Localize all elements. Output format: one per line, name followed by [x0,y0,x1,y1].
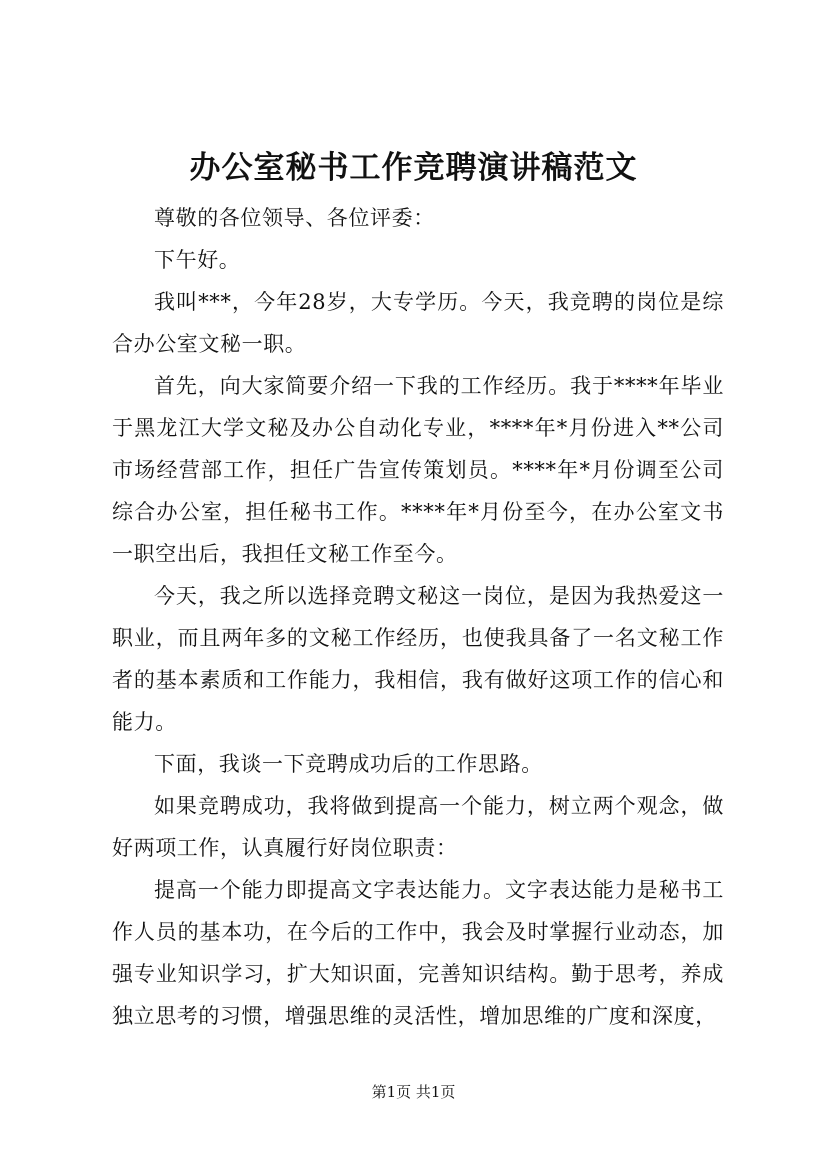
paragraph-plan-summary: 如果竞聘成功，我将做到提高一个能力，树立两个观念，做好两项工作，认真履行好岗位职责： [112,794,724,860]
paragraph-work-history: 首先，向大家简要介绍一下我的工作经历。我于****年毕业于黑龙江大学文秘及办公自动化专业，****年*月份进入**公司市场经营部工作，担任广告宣传策划员。****年*月份调至公司综合办公室，担任秘书工作。****年*月份至今，在办公室文书一职空出后，我担任文秘工作至今。 [112,374,724,566]
paragraph-introduction: 我叫***，今年28岁，大专学历。今天，我竞聘的岗位是综合办公室文秘一职。 [112,290,724,356]
paragraph-plan-intro: 下面，我谈一下竞聘成功后的工作思路。 [154,752,543,776]
paragraph-motivation: 今天，我之所以选择竞聘文秘这一岗位，是因为我热爱这一职业，而且两年多的文秘工作经历，也使我具备了一名文秘工作者的基本素质和工作能力，我相信，我有做好这项工作的信心和能力。 [112,584,724,734]
page-footer: 第1页 共1页 [371,1083,456,1101]
document-title: 办公室秘书工作竞聘演讲稿范文 [189,150,638,186]
paragraph-writing-ability: 提高一个能力即提高文字表达能力。文字表达能力是秘书工作人员的基本功，在今后的工作中，我会及时掌握行业动态，加强专业知识学习，扩大知识面，完善知识结构。勤于思考，养成独立思考的习惯，增强思维的灵活性，增加思维的广度和深度， [112,878,724,1028]
document-body [112,197,724,1037]
paragraph-greeting: 尊敬的各位领导、各位评委： [154,206,435,230]
paragraph-salutation: 下午好。 [154,248,241,272]
